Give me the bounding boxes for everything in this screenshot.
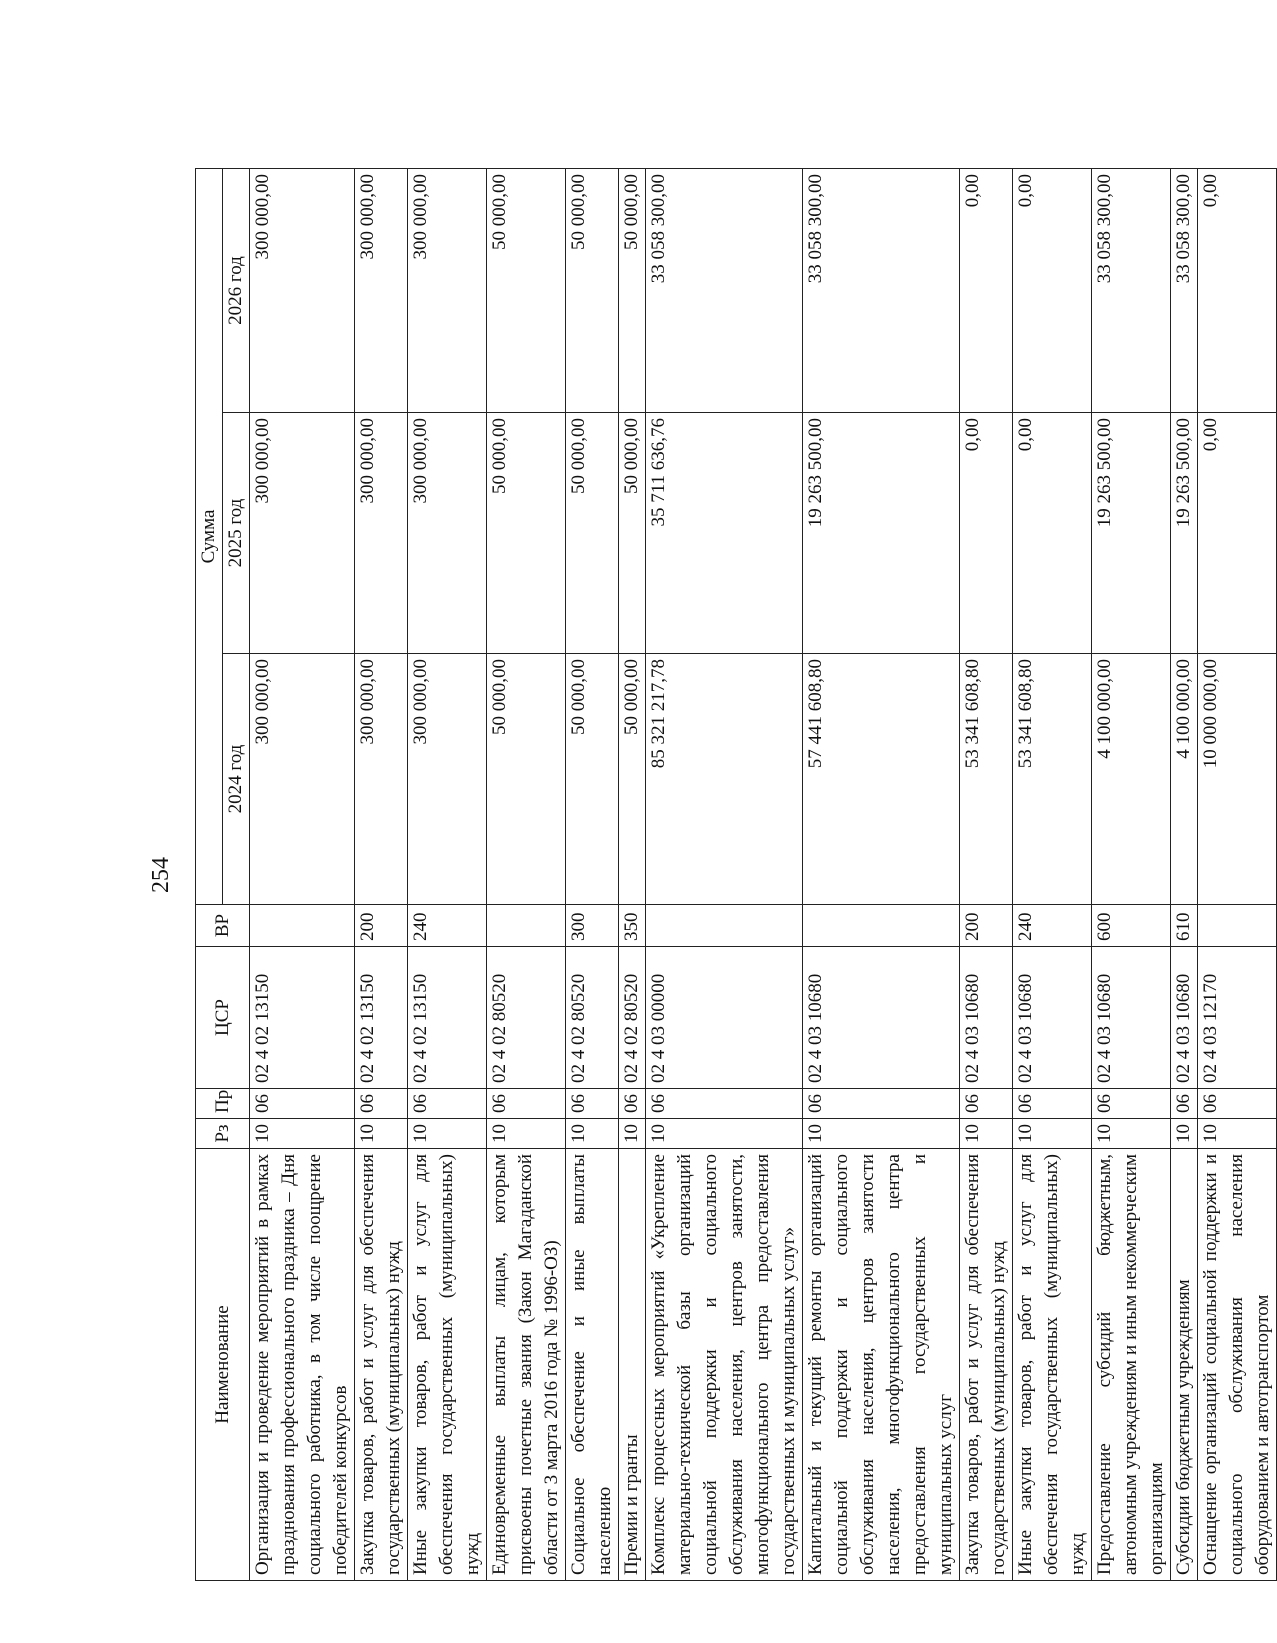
pr-cell: 06 [250, 1089, 355, 1119]
vr-cell: 610 [1171, 905, 1198, 947]
amount-2026-cell: 33 058 300,00 [646, 168, 803, 412]
amount-2025-cell: 35 711 636,76 [646, 413, 803, 654]
header-row-1 [196, 168, 223, 1580]
amount-2026-cell: 0,00 [1198, 168, 1277, 412]
amount-2024-cell: 300 000,00 [355, 654, 408, 905]
amount-2025-cell: 50 000,00 [619, 413, 646, 654]
amount-2026-cell: 0,00 [960, 168, 1013, 412]
amount-2024-cell: 50 000,00 [619, 654, 646, 905]
table-row [1198, 168, 1277, 1580]
csr-cell: 02 4 02 80520 [487, 947, 566, 1089]
amount-2024-cell: 53 341 608,80 [960, 654, 1013, 905]
pr-cell: 06 [487, 1089, 566, 1119]
name-cell: Социальное обеспечение и иные выплаты населению [566, 1149, 619, 1581]
amount-2025-cell: 50 000,00 [487, 413, 566, 654]
amount-2025-cell: 0,00 [960, 413, 1013, 654]
amount-2024-cell: 300 000,00 [250, 654, 355, 905]
rz-cell: 10 [1013, 1119, 1092, 1149]
table-row [408, 168, 487, 1580]
csr-cell: 02 4 02 13150 [355, 947, 408, 1089]
pr-cell: 06 [619, 1089, 646, 1119]
rz-cell: 10 [487, 1119, 566, 1149]
amount-2025-cell: 300 000,00 [250, 413, 355, 654]
document-page [120, 145, 1273, 1605]
table-row [1013, 168, 1092, 1580]
header-pr: Пр [196, 1089, 250, 1119]
amount-2024-cell: 4 100 000,00 [1171, 654, 1198, 905]
amount-2025-cell: 300 000,00 [408, 413, 487, 654]
csr-cell: 02 4 02 80520 [619, 947, 646, 1089]
amount-2024-cell: 53 341 608,80 [1013, 654, 1092, 905]
table-row [487, 168, 566, 1580]
rz-cell: 10 [355, 1119, 408, 1149]
vr-cell [250, 905, 355, 947]
rz-cell: 10 [1198, 1119, 1277, 1149]
vr-cell: 600 [1092, 905, 1171, 947]
budget-table [195, 168, 1277, 1581]
name-cell: Предоставление субсидий бюджетным, автономным учреждениям и иным некоммерческим организациям [1092, 1149, 1171, 1581]
amount-2025-cell: 0,00 [1198, 413, 1277, 654]
amount-2026-cell: 300 000,00 [355, 168, 408, 412]
vr-cell: 240 [1013, 905, 1092, 947]
rz-cell: 10 [619, 1119, 646, 1149]
amount-2026-cell: 33 058 300,00 [1092, 168, 1171, 412]
rz-cell: 10 [566, 1119, 619, 1149]
name-cell: Капитальный и текущий ремонты организаций социальной поддержки и социального обслуживания населения, центров занятости населения, многофункционального центра предоставления государственных и муниципальных услуг [803, 1149, 960, 1581]
vr-cell: 240 [408, 905, 487, 947]
amount-2024-cell: 10 000 000,00 [1198, 654, 1277, 905]
name-cell: Иные закупки товаров, работ и услуг для обеспечения государственных (муниципальных) нужд [1013, 1149, 1092, 1581]
table-row [619, 168, 646, 1580]
rz-cell: 10 [1171, 1119, 1198, 1149]
amount-2026-cell: 300 000,00 [250, 168, 355, 412]
amount-2024-cell: 85 321 217,78 [646, 654, 803, 905]
amount-2026-cell: 50 000,00 [487, 168, 566, 412]
name-cell: Иные закупки товаров, работ и услуг для обеспечения государственных (муниципальных) нужд [408, 1149, 487, 1581]
pr-cell: 06 [1171, 1089, 1198, 1119]
vr-cell: 200 [355, 905, 408, 947]
rz-cell: 10 [1092, 1119, 1171, 1149]
table-row [646, 168, 803, 1580]
vr-cell: 200 [960, 905, 1013, 947]
name-cell: Организация и проведение мероприятий в рамках празднования профессионального праздника – Дня социального работника, в том числе поощрение победителей конкурсов [250, 1149, 355, 1581]
header-2026: 2026 год [223, 168, 250, 412]
pr-cell: 06 [646, 1089, 803, 1119]
vr-cell [1198, 905, 1277, 947]
table-row [1092, 168, 1171, 1580]
rz-cell: 10 [646, 1119, 803, 1149]
table-row [250, 168, 355, 1580]
rz-cell: 10 [408, 1119, 487, 1149]
amount-2024-cell: 57 441 608,80 [803, 654, 960, 905]
amount-2026-cell: 33 058 300,00 [1171, 168, 1198, 412]
pr-cell: 06 [1092, 1089, 1171, 1119]
header-name: Наименование [196, 1149, 250, 1581]
amount-2026-cell: 50 000,00 [619, 168, 646, 412]
header-sum: Сумма [196, 168, 223, 904]
csr-cell: 02 4 03 10680 [1092, 947, 1171, 1089]
csr-cell: 02 4 02 13150 [408, 947, 487, 1089]
rz-cell: 10 [250, 1119, 355, 1149]
name-cell: Премии и гранты [619, 1149, 646, 1581]
pr-cell: 06 [1013, 1089, 1092, 1119]
table-body [250, 168, 1277, 1580]
vr-cell [803, 905, 960, 947]
name-cell: Единовременные выплаты лицам, которым присвоены почетные звания (Закон Магаданской области от 3 марта 2016 года № 1996-ОЗ) [487, 1149, 566, 1581]
header-vr: ВР [196, 905, 250, 947]
table-row [355, 168, 408, 1580]
page-number: 254 [148, 857, 174, 893]
vr-cell: 300 [566, 905, 619, 947]
rz-cell: 10 [960, 1119, 1013, 1149]
table-row [960, 168, 1013, 1580]
table-row [566, 168, 619, 1580]
header-2024: 2024 год [223, 654, 250, 905]
amount-2025-cell: 19 263 500,00 [803, 413, 960, 654]
header-csr: ЦСР [196, 947, 250, 1089]
rz-cell: 10 [803, 1119, 960, 1149]
pr-cell: 06 [408, 1089, 487, 1119]
vr-cell: 350 [619, 905, 646, 947]
name-cell: Комплекс процессных мероприятий «Укрепление материально-технической базы организаций социальной поддержки и социального обслуживания населения, центров занятости, многофункционального центра предоставления государственных и муниципальных услуг» [646, 1149, 803, 1581]
amount-2026-cell: 0,00 [1013, 168, 1092, 412]
pr-cell: 06 [1198, 1089, 1277, 1119]
vr-cell [487, 905, 566, 947]
csr-cell: 02 4 02 80520 [566, 947, 619, 1089]
csr-cell: 02 4 03 10680 [1171, 947, 1198, 1089]
amount-2025-cell: 19 263 500,00 [1092, 413, 1171, 654]
pr-cell: 06 [803, 1089, 960, 1119]
amount-2025-cell: 300 000,00 [355, 413, 408, 654]
amount-2025-cell: 50 000,00 [566, 413, 619, 654]
amount-2024-cell: 50 000,00 [566, 654, 619, 905]
pr-cell: 06 [355, 1089, 408, 1119]
table-row [1171, 168, 1198, 1580]
amount-2025-cell: 0,00 [1013, 413, 1092, 654]
csr-cell: 02 4 03 12170 [1198, 947, 1277, 1089]
name-cell: Закупка товаров, работ и услуг для обеспечения государственных (муниципальных) нужд [355, 1149, 408, 1581]
header-rz: Рз [196, 1119, 250, 1149]
amount-2024-cell: 300 000,00 [408, 654, 487, 905]
pr-cell: 06 [566, 1089, 619, 1119]
name-cell: Субсидии бюджетным учреждениям [1171, 1149, 1198, 1581]
amount-2026-cell: 33 058 300,00 [803, 168, 960, 412]
csr-cell: 02 4 03 10680 [960, 947, 1013, 1089]
csr-cell: 02 4 03 10680 [803, 947, 960, 1089]
csr-cell: 02 4 02 13150 [250, 947, 355, 1089]
name-cell: Закупка товаров, работ и услуг для обеспечения государственных (муниципальных) нужд [960, 1149, 1013, 1581]
table-row [803, 168, 960, 1580]
amount-2026-cell: 300 000,00 [408, 168, 487, 412]
amount-2024-cell: 50 000,00 [487, 654, 566, 905]
name-cell: Оснащение организаций социальной поддержки и социального обслуживания населения оборудованием и автотранспортом [1198, 1149, 1277, 1581]
csr-cell: 02 4 03 10680 [1013, 947, 1092, 1089]
amount-2025-cell: 19 263 500,00 [1171, 413, 1198, 654]
amount-2024-cell: 4 100 000,00 [1092, 654, 1171, 905]
pr-cell: 06 [960, 1089, 1013, 1119]
csr-cell: 02 4 03 00000 [646, 947, 803, 1089]
amount-2026-cell: 50 000,00 [566, 168, 619, 412]
header-2025: 2025 год [223, 413, 250, 654]
vr-cell [646, 905, 803, 947]
